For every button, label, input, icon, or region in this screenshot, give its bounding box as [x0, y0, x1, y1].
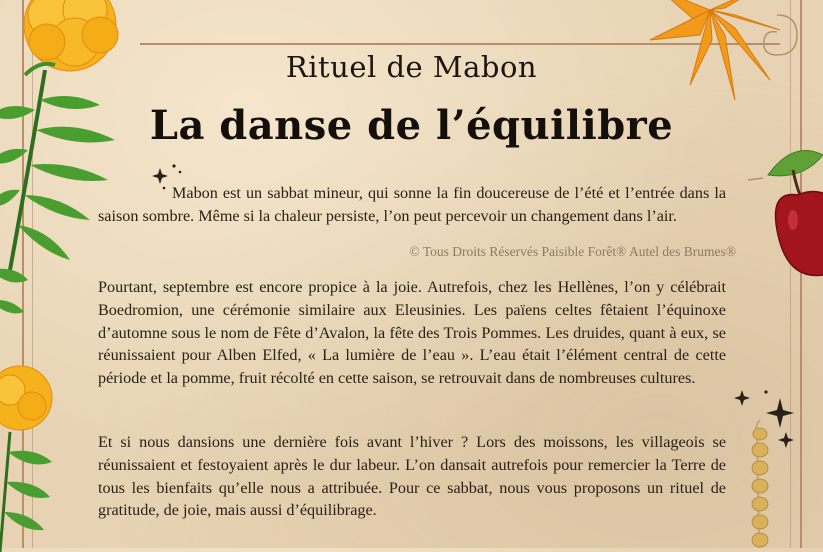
paragraph-dance: Et si nous dansions une dernière fois avant l’hiver ? Lors des moissons, les villageois se réunissaient et festoyaient après le dur labeur. L’on dansait autrefois pour remercier la Terre de tous les bienfaits qu’elle nous a attribuée. Pour ce sabbat, nous vous proposons un rituel de gratitude, de joie, mais aussi d’équilibrage.	[98, 433, 726, 520]
apple-icon	[748, 140, 823, 290]
marigold-icon	[0, 362, 60, 552]
paragraph-history: Pourtant, septembre est encore propice à la joie. Autrefois, chez les Hellènes, l’on y célébrait Boedromion, une cérémonie similaire aux Eleusinies. Les païens celtes fêtaient l’équinoxe d’automne sous le nom de Fête d’Avalon, la fête des Trois Pommes. Les druides, quant à eux, se réunissaient pour Alben Elfed, « La lumière de l’eau ». L’eau était l’élément central de cette période et la pomme, fruit récolté en cette saison, se retrouvait dans de nombreuses cultures.	[98, 278, 726, 388]
page-subtitle: Rituel de Mabon	[285, 50, 538, 84]
watermark-text: © Tous Droits Réservés Paisible Forêt® Autel des Brumes®	[409, 244, 736, 259]
sparkle-icon	[730, 380, 800, 450]
page-title: La danse de l’équilibre	[149, 102, 674, 149]
leaf-branch-icon	[0, 250, 30, 330]
paragraph-intro: Mabon est un sabbat mineur, qui sonne la fin doucereuse de l’été et l’entrée dans la saison sombre. Même si la chaleur persiste, l’on peut percevoir un changement dans l’air.	[98, 184, 726, 225]
